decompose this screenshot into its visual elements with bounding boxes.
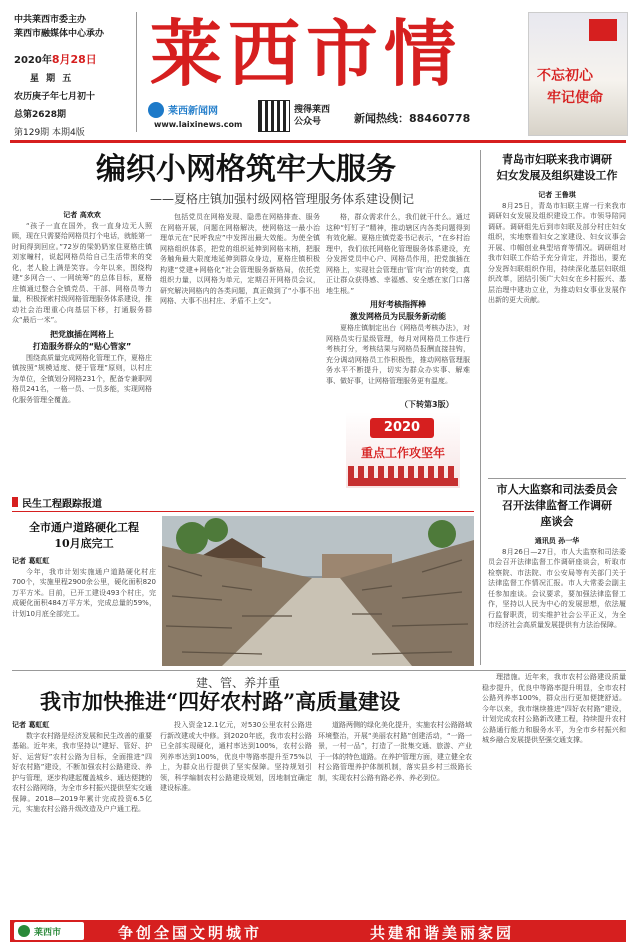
bottom-kicker: 建、管、养并重 bbox=[196, 676, 281, 690]
lead-col3-text: 格，群众需求什么，我们就干什么。通过这种“钉钉子”精神，推动辖区内各类问题得到有效化解。夏格庄镇党委书记表示，“在乡村治理中，我们依托网格化管理服务体系建设，充分发挥党员中心户、网格员作用，把党旗插在网格上，实现社会管理由‘管’向‘治’的转变，真正让群众获得感、幸福感、安全感在家门口落地生根。” bbox=[326, 213, 470, 295]
bottom-col1-text: 数字农村路是经济发展和民生改善的重要基础。近年来，我市坚持以“建好、管好、护好、运营好”农村公路为目标，全面推进“四好农村路”建设，不断加强农村公路建设、养护与管理，逐步构建起覆盖城乡、通达便捷的农村公路网络，为全市乡村振兴提供坚实交通保障。2018—2019年累计完成投资6.5亿元，实施农村公路升级改造及户户通工程。 bbox=[12, 731, 152, 813]
wechat-label-2: 公众号 bbox=[294, 117, 322, 127]
lead-col1-text: “孩子一直在国外，我一直身边无人照顾，现在只需要给网格员打个电话，就能第一时间得到回应。”72岁的梁奶奶家住夏格庄镇刘家疃村，说起网格员给自己生活带来的变化，老人脸上满是笑容。今年以来，围绕构建“多网合一、一网统筹”的总体目标，夏格庄镇通过整合全镇党员、干部、网格员等力量，积极探索村级网格管理服务体系建设，推动社会治理重心向基层下移，打通服务群众“最后一米”。 bbox=[12, 221, 152, 324]
slogan-line-2: 牢记使命 bbox=[547, 90, 603, 106]
right-mid-story bbox=[488, 482, 626, 667]
masthead-rule bbox=[10, 140, 626, 143]
wechat-label-1: 搜得莱西 bbox=[294, 105, 331, 115]
bottom-byline bbox=[12, 720, 152, 731]
website-logo bbox=[148, 102, 164, 118]
section-item-byline bbox=[12, 556, 156, 567]
slogan-line-1: 不忘初心 bbox=[537, 68, 593, 84]
right-top-byline-name: 王鲁琪 bbox=[554, 191, 576, 199]
footer-slogan-left: 争创全国文明城市 bbox=[118, 924, 263, 942]
section-item-byline-label: 记者 bbox=[12, 557, 26, 565]
lead-byline-name: 高欢欢 bbox=[79, 211, 101, 219]
website-name: 莱西新闻网 bbox=[168, 106, 218, 117]
lead-continued: （下转第3版） bbox=[400, 400, 454, 409]
party-emblem-icon bbox=[589, 19, 617, 41]
lunar-date: 农历庚子年七月初十 bbox=[14, 92, 96, 102]
bottom-column-4 bbox=[482, 672, 626, 920]
lead-col3b-text: 夏格庄镇制定出台《网格员考核办法》，对网格员实行星级管理，每月对网格员工作进行考核打分，考核结果与网格员报酬直接挂钩，充分调动网格员工作积极性，推动网格管理服务水平不断提升，切实为群众办实事、解难事、做好事，让网格管理服务更有温度。 bbox=[326, 324, 470, 385]
right-column-divider bbox=[480, 150, 481, 665]
bottom-col4-text: 理措施。近年来，我市农村公路建设质量稳步提升，优良中等路率提升明显，全市农村公路列养率100%，群众出行更加便捷舒适。今年以来，我市继续推进“四好农村路”建设，计划完成农村公路新改建工程，持续提升农村公路通行能力和服务水平，为全市乡村振兴和城乡融合发展提供坚强交通支撑。 bbox=[482, 673, 626, 744]
hotline bbox=[354, 110, 470, 126]
section-item-headline-2: 10月底完工 bbox=[54, 537, 114, 550]
badge-year: 2020 bbox=[383, 420, 421, 435]
date-red: 8月28日 bbox=[51, 53, 97, 66]
hotline-number: 88460778 bbox=[409, 112, 471, 125]
badge-skyline bbox=[348, 466, 458, 486]
lead-headline: 编织小网格筑牢大服务 bbox=[96, 152, 396, 187]
lead-subheading-3a: 用好考核指挥棒 bbox=[370, 300, 426, 309]
section-header bbox=[12, 494, 160, 510]
footer-slogan-right: 共建和谐美丽家园 bbox=[370, 924, 515, 942]
campaign-badge bbox=[346, 412, 460, 488]
lead-subheading-3b: 激发网格员为民服务新动能 bbox=[350, 312, 446, 321]
right-top-byline bbox=[488, 190, 626, 201]
wechat-label bbox=[294, 104, 330, 128]
section-label: 民生工程跟踪报道 bbox=[22, 499, 102, 510]
section-item-byline-name: 葛虹虹 bbox=[28, 557, 50, 565]
footer-logo bbox=[14, 922, 84, 940]
right-top-byline-label: 记者 bbox=[538, 191, 553, 199]
village-lane-photo bbox=[162, 516, 474, 666]
bottom-column-1 bbox=[12, 720, 152, 920]
lead-column-3 bbox=[326, 212, 470, 398]
right-mid-rule bbox=[488, 478, 626, 479]
lead-subheading-1a: 把党旗插在网格上 bbox=[50, 329, 114, 339]
hotline-label: 新闻热线： bbox=[354, 112, 409, 125]
masthead-divider bbox=[136, 12, 137, 132]
paper-title: 莱西市情 bbox=[150, 11, 463, 96]
bottom-column-3 bbox=[318, 720, 472, 920]
right-top-story bbox=[488, 152, 626, 477]
bottom-column-2 bbox=[160, 720, 312, 920]
date-prefix: 2020年 bbox=[14, 55, 52, 66]
masthead-info bbox=[14, 13, 132, 140]
lead-subheading-1b: 打造服务群众的“贴心管家” bbox=[32, 341, 132, 351]
bottom-col2-text: 投入资金12.1亿元，对530公里农村公路进行新改建或大中修。到2020年底，我市农村公路已全部实现硬化，通村率达到100%，农村公路列养率达到100%，优良中等路率提升至75%以上，为群众出行提供了坚实保障。坚持规划引领，科学编制农村公路建设规划，因地制宜确定建设标准。 bbox=[160, 721, 312, 792]
right-mid-headline-2: 召开法律监督工作调研 bbox=[502, 499, 612, 512]
lead-col1b-text: 围绕高质量完成网格化管理工作，夏格庄镇按照“规模适度、便于管理”原则，以村庄为单位，全镇划分网格231个，配备专兼职网格员241名，一格一员、一员多能，实现网格化服务管理全覆盖。 bbox=[12, 353, 152, 404]
issue-date bbox=[14, 53, 132, 68]
lead-col2-text: 包括党员在网格发现、隐患在网格排查、服务在网格开展，问题在网格解决，使网格这一最小治理单元在“民呼我应”中发挥出最大效能。为使全镇网格组织体系，把党的组织延伸到网格末梢，把服务触角最大限度地延伸到群众身边，夏格庄镇积极构建“党建+网格化”社会管理服务新格局，依托党组织力量，以网格为单元，定期召开网格员会议，研究解决网格内的各类问题，真正做到了“小事不出网格、大事不出村庄、矛盾不上交”。 bbox=[160, 213, 320, 305]
section-rule bbox=[12, 511, 474, 512]
bottom-col3-text: 道路两侧的绿化美化提升，实施农村公路路域环境整治，开展“美丽农村路”创建活动，“一路一景，一村一品”，打造了一批集交通、旅游、产业于一体的特色道路。在养护管理方面，建立健全农村公路管理养护体制机制，落实县乡村三级路长制，实现农村公路有路必养、养必到位。 bbox=[318, 721, 472, 782]
section-item bbox=[12, 520, 156, 660]
footer-logo-mark-icon bbox=[18, 925, 30, 937]
weekday: 星 期 五 bbox=[30, 74, 74, 84]
village-lane-illustration bbox=[162, 516, 474, 666]
section-item-body: 今年，我市计划实施通户道路硬化村庄700个，实施里程2900余公里，硬化面积820万平方米。目前，已开工建设493个村庄，完成硬化面积484万平方米，完成总量的59%，计划10月底全部完工。 bbox=[12, 567, 156, 618]
right-top-headline-2: 妇女发展及组织建设工作 bbox=[496, 169, 618, 182]
lead-subhead: ——夏格庄镇加强村级网格管理服务体系建设侧记 bbox=[150, 192, 415, 206]
right-mid-body: 8月26日—27日，市人大监察和司法委员会召开法律监督工作调研座谈会，听取市检察院、市法院、市公安局等有关部门关于法律监督工作情况汇报。市人大常委会副主任参加座谈。会议要求，要加强法律监督工作，坚持以人民为中心的发展思想，依法履行监督职责，切实维护社会公平正义，为全市经济社会高质量发展提供有力法治保障。 bbox=[488, 547, 626, 629]
publisher-line-1: 中共莱西市委主办 bbox=[14, 15, 87, 25]
right-top-body: 8月25日，青岛市妇联主席一行来我市调研妇女发展及组织建设工作。市领导陪同调研。调研组先后到市妇联及部分村庄妇女组织，实地察看妇女之家建设、妇女议事会开展、巾帼创业典型培育等情况。调研组对我市妇联工作给予充分肯定，并指出，要充分发挥妇联组织作用，持续深化基层妇联组织改革，团结引领广大妇女在乡村振兴、基层治理中建功立业，为推动妇女事业发展作出新的更大贡献。 bbox=[488, 201, 626, 304]
right-mid-byline-label: 通讯员 bbox=[534, 537, 556, 545]
right-mid-byline-name: 孙一华 bbox=[558, 537, 580, 545]
right-top-headline-1: 青岛市妇联来我市调研 bbox=[502, 153, 612, 166]
bottom-byline-name: 葛虹虹 bbox=[28, 721, 50, 729]
lead-column-2 bbox=[160, 212, 320, 488]
right-mid-headline-3: 座谈会 bbox=[540, 515, 574, 528]
section-marker bbox=[12, 497, 18, 507]
bottom-byline-label: 记者 bbox=[12, 721, 26, 729]
website-url: www.laixinews.com bbox=[154, 120, 243, 129]
right-mid-byline bbox=[488, 536, 626, 547]
section-item-headline-1: 全市通户道路硬化工程 bbox=[29, 521, 139, 534]
badge-label: 重点工作攻坚年 bbox=[360, 446, 445, 460]
footer-logo-text: 莱西市 bbox=[34, 928, 62, 938]
publisher-line-2: 莱西市融媒体中心承办 bbox=[14, 29, 105, 39]
issue-total: 总第2628期 bbox=[14, 110, 67, 120]
bottom-headline: 我市加快推进“四好农村路”高质量建设 bbox=[40, 689, 401, 714]
issue-line: 第129期 本期4版 bbox=[14, 128, 85, 138]
wechat-qr-code bbox=[258, 100, 290, 132]
bottom-top-rule bbox=[12, 670, 626, 671]
lead-byline-label: 记者 bbox=[63, 211, 78, 219]
lead-byline bbox=[12, 210, 152, 221]
slogan-banner bbox=[528, 12, 628, 136]
footer-bar bbox=[10, 920, 626, 942]
lead-column-1 bbox=[12, 210, 152, 488]
right-mid-headline-1: 市人大监察和司法委员会 bbox=[496, 483, 618, 496]
